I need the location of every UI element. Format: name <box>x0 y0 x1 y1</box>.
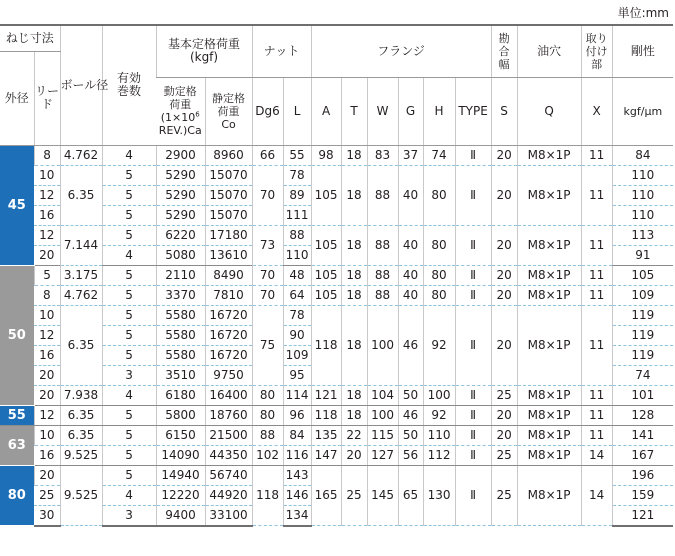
dynamic-load: 3510 <box>156 365 205 385</box>
nut-dg6: 80 <box>252 405 283 425</box>
lead: 20 <box>34 245 60 265</box>
table-row <box>0 405 673 425</box>
ball-dia: 7.938 <box>60 385 102 405</box>
static-load: 16400 <box>205 385 252 405</box>
flange-w: 88 <box>367 225 398 265</box>
lead: 10 <box>34 425 60 445</box>
nut-l: 95 <box>283 365 311 385</box>
flange-g: 40 <box>398 285 423 305</box>
lead: 8 <box>34 285 60 305</box>
header-dynamic-load: 動定格 荷重 ($1\times 10^6$ REV.)Ca <box>156 77 205 145</box>
flange-a: 105 <box>311 225 341 265</box>
flange-t: 18 <box>341 305 367 385</box>
flange-type: Ⅱ <box>455 225 491 265</box>
turns: 5 <box>102 325 156 345</box>
nut-l: 48 <box>283 265 311 285</box>
flange-g: 40 <box>398 265 423 285</box>
mount-x: 11 <box>581 265 612 285</box>
header-s: 勘 合 幅 <box>491 25 517 77</box>
nut-l: 89 <box>283 185 311 205</box>
nut-l: 84 <box>283 425 311 445</box>
table-row <box>0 225 673 245</box>
rigidity: 101 <box>612 385 673 405</box>
oil-hole-q: M8×1P <box>517 225 581 265</box>
lead: 12 <box>34 325 60 345</box>
turns: 3 <box>102 365 156 385</box>
nut-dg6: 66 <box>252 145 283 165</box>
width-s: 20 <box>491 405 517 425</box>
mount-x: 11 <box>581 305 612 385</box>
static-load: 18760 <box>205 405 252 425</box>
nut-dg6: 118 <box>252 465 283 526</box>
dynamic-load: 12220 <box>156 485 205 505</box>
width-s: 20 <box>491 165 517 225</box>
header-dg6: Dg6 <box>252 77 283 145</box>
flange-g: 37 <box>398 145 423 165</box>
flange-w: 145 <box>367 465 398 526</box>
turns: 5 <box>102 305 156 325</box>
flange-w: 100 <box>367 305 398 385</box>
flange-a: 105 <box>311 165 341 225</box>
static-load: 44350 <box>205 445 252 465</box>
rigidity: 196 <box>612 465 673 485</box>
lead: 20 <box>34 365 60 385</box>
flange-a: 165 <box>311 465 341 526</box>
header-x: 取り 付け 部 <box>581 25 612 77</box>
nut-l: 88 <box>283 225 311 245</box>
nut-l: 109 <box>283 345 311 365</box>
table-row <box>0 145 673 165</box>
lead: 12 <box>34 225 60 245</box>
nut-dg6: 70 <box>252 285 283 305</box>
header-w: W <box>367 77 398 145</box>
mount-x: 11 <box>581 145 612 165</box>
dynamic-load: 5080 <box>156 245 205 265</box>
table-row <box>0 265 673 285</box>
flange-w: 104 <box>367 385 398 405</box>
flange-a: 121 <box>311 385 341 405</box>
flange-type: Ⅱ <box>455 285 491 305</box>
turns: 4 <box>102 485 156 505</box>
dynamic-load: 5800 <box>156 405 205 425</box>
flange-h: 112 <box>423 445 455 465</box>
table-header <box>0 25 673 145</box>
rigidity: 110 <box>612 165 673 185</box>
lead: 10 <box>34 165 60 185</box>
header-oil: 油穴 <box>517 25 581 77</box>
header-rigidity: 剛性 <box>612 25 673 77</box>
dynamic-load: 5290 <box>156 185 205 205</box>
nut-l: 110 <box>283 245 311 265</box>
flange-type: Ⅱ <box>455 145 491 165</box>
header-nut: ナット <box>252 25 311 77</box>
ball-dia: 6.35 <box>60 305 102 385</box>
nut-dg6: 88 <box>252 425 283 445</box>
nut-dg6: 70 <box>252 265 283 285</box>
header-ball: ボール径 <box>60 25 102 145</box>
header-a: A <box>311 77 341 145</box>
dynamic-load: 3370 <box>156 285 205 305</box>
header-lead: リー ド <box>34 51 60 145</box>
static-load: 15070 <box>205 185 252 205</box>
static-load: 8960 <box>205 145 252 165</box>
width-s: 20 <box>491 425 517 445</box>
rigidity: 141 <box>612 425 673 445</box>
flange-type: Ⅱ <box>455 465 491 526</box>
width-s: 20 <box>491 265 517 285</box>
turns: 5 <box>102 405 156 425</box>
header-turns: 有効 巻数 <box>102 25 156 145</box>
flange-g: 50 <box>398 385 423 405</box>
width-s: 20 <box>491 225 517 265</box>
flange-type: Ⅱ <box>455 425 491 445</box>
flange-h: 92 <box>423 305 455 385</box>
turns: 5 <box>102 165 156 185</box>
static-load: 33100 <box>205 505 252 526</box>
header-s-sub: S <box>491 77 517 145</box>
lead: 16 <box>34 445 60 465</box>
rigidity: 109 <box>612 285 673 305</box>
flange-h: 130 <box>423 465 455 526</box>
dynamic-load: 2110 <box>156 265 205 285</box>
static-load: 21500 <box>205 425 252 445</box>
dynamic-load: 14940 <box>156 465 205 485</box>
rigidity: 91 <box>612 245 673 265</box>
flange-a: 135 <box>311 425 341 445</box>
width-s: 25 <box>491 465 517 526</box>
width-s: 20 <box>491 305 517 385</box>
flange-g: 40 <box>398 165 423 225</box>
static-load: 15070 <box>205 205 252 225</box>
flange-w: 100 <box>367 405 398 425</box>
flange-a: 118 <box>311 405 341 425</box>
header-h: H <box>423 77 455 145</box>
flange-g: 46 <box>398 405 423 425</box>
lead: 16 <box>34 345 60 365</box>
flange-g: 65 <box>398 465 423 526</box>
oil-hole-q: M8×1P <box>517 445 581 465</box>
flange-t: 18 <box>341 385 367 405</box>
header-l: L <box>283 77 311 145</box>
ball-screw-spec-table <box>0 24 673 527</box>
header-screw: ねじ寸法 <box>0 25 60 51</box>
nut-l: 64 <box>283 285 311 305</box>
flange-h: 110 <box>423 425 455 445</box>
dynamic-load: 6180 <box>156 385 205 405</box>
flange-type: Ⅱ <box>455 405 491 425</box>
flange-t: 18 <box>341 225 367 265</box>
outer-diameter-63: 63 <box>0 425 34 465</box>
flange-type: Ⅱ <box>455 445 491 465</box>
dynamic-load: 14090 <box>156 445 205 465</box>
table-row <box>0 445 673 465</box>
flange-t: 18 <box>341 165 367 225</box>
flange-h: 80 <box>423 265 455 285</box>
nut-dg6: 80 <box>252 385 283 405</box>
table-row <box>0 465 673 485</box>
flange-h: 74 <box>423 145 455 165</box>
flange-t: 18 <box>341 405 367 425</box>
oil-hole-q: M8×1P <box>517 285 581 305</box>
ball-dia: 9.525 <box>60 445 102 465</box>
lead: 10 <box>34 305 60 325</box>
oil-hole-q: M8×1P <box>517 305 581 385</box>
static-load: 16720 <box>205 305 252 325</box>
flange-a: 105 <box>311 265 341 285</box>
rigidity: 110 <box>612 205 673 225</box>
flange-t: 18 <box>341 285 367 305</box>
nut-l: 146 <box>283 485 311 505</box>
mount-x: 11 <box>581 165 612 225</box>
width-s: 20 <box>491 285 517 305</box>
dynamic-load: 6220 <box>156 225 205 245</box>
rigidity: 128 <box>612 405 673 425</box>
lead: 12 <box>34 405 60 425</box>
flange-g: 40 <box>398 225 423 265</box>
nut-l: 55 <box>283 145 311 165</box>
rigidity: 113 <box>612 225 673 245</box>
header-q: Q <box>517 77 581 145</box>
mount-x: 11 <box>581 425 612 445</box>
flange-a: 105 <box>311 285 341 305</box>
flange-t: 18 <box>341 265 367 285</box>
static-load: 16720 <box>205 325 252 345</box>
outer-diameter-55: 55 <box>0 405 34 425</box>
nut-dg6: 70 <box>252 165 283 225</box>
nut-dg6: 73 <box>252 225 283 265</box>
flange-w: 88 <box>367 265 398 285</box>
dynamic-load: 5580 <box>156 305 205 325</box>
ball-dia: 6.35 <box>60 405 102 425</box>
table-row <box>0 285 673 305</box>
dynamic-load: 6150 <box>156 425 205 445</box>
static-load: 16720 <box>205 345 252 365</box>
header-flange: フランジ <box>311 25 491 77</box>
static-load: 44920 <box>205 485 252 505</box>
turns: 5 <box>102 425 156 445</box>
turns: 5 <box>102 465 156 485</box>
lead: 20 <box>34 465 60 485</box>
static-load: 7810 <box>205 285 252 305</box>
rigidity: 119 <box>612 345 673 365</box>
lead: 8 <box>34 145 60 165</box>
ball-dia: 9.525 <box>60 465 102 526</box>
flange-g: 50 <box>398 425 423 445</box>
dynamic-load: 2900 <box>156 145 205 165</box>
header-rigidity-unit: kgf/μm <box>612 77 673 145</box>
header-static-load: 静定格 荷重 Co <box>205 77 252 145</box>
mount-x: 11 <box>581 405 612 425</box>
nut-l: 96 <box>283 405 311 425</box>
static-load: 15070 <box>205 165 252 185</box>
static-load: 56740 <box>205 465 252 485</box>
dynamic-load: 5580 <box>156 345 205 365</box>
static-load: 9750 <box>205 365 252 385</box>
flange-h: 80 <box>423 225 455 265</box>
flange-t: 18 <box>341 145 367 165</box>
nut-l: 90 <box>283 325 311 345</box>
header-od: 外径 <box>0 51 34 145</box>
flange-a: 98 <box>311 145 341 165</box>
nut-l: 78 <box>283 305 311 325</box>
rigidity: 121 <box>612 505 673 526</box>
rigidity: 105 <box>612 265 673 285</box>
header-x-sub: X <box>581 77 612 145</box>
outer-diameter-50: 50 <box>0 265 34 405</box>
turns: 5 <box>102 225 156 245</box>
turns: 5 <box>102 185 156 205</box>
turns: 5 <box>102 445 156 465</box>
dynamic-load: 5290 <box>156 165 205 185</box>
mount-x: 11 <box>581 285 612 305</box>
static-load: 13610 <box>205 245 252 265</box>
oil-hole-q: M8×1P <box>517 405 581 425</box>
width-s: 25 <box>491 445 517 465</box>
mount-x: 14 <box>581 465 612 526</box>
flange-w: 115 <box>367 425 398 445</box>
mount-x: 11 <box>581 225 612 265</box>
flange-g: 46 <box>398 305 423 385</box>
dynamic-load: 5580 <box>156 325 205 345</box>
flange-type: Ⅱ <box>455 265 491 285</box>
rigidity: 119 <box>612 305 673 325</box>
flange-t: 25 <box>341 465 367 526</box>
nut-l: 143 <box>283 465 311 485</box>
nut-dg6: 75 <box>252 305 283 385</box>
rigidity: 159 <box>612 485 673 505</box>
ball-dia: 4.762 <box>60 285 102 305</box>
turns: 3 <box>102 505 156 526</box>
mount-x: 14 <box>581 445 612 465</box>
unit-label: 単位:mm <box>617 6 669 20</box>
outer-diameter-80: 80 <box>0 465 34 526</box>
outer-diameter-45: 45 <box>0 145 34 265</box>
rigidity: 119 <box>612 325 673 345</box>
table-row <box>0 425 673 445</box>
nut-dg6: 102 <box>252 445 283 465</box>
width-s: 20 <box>491 145 517 165</box>
oil-hole-q: M8×1P <box>517 265 581 285</box>
flange-a: 147 <box>311 445 341 465</box>
nut-l: 114 <box>283 385 311 405</box>
flange-type: Ⅱ <box>455 385 491 405</box>
width-s: 25 <box>491 385 517 405</box>
rigidity: 84 <box>612 145 673 165</box>
nut-l: 78 <box>283 165 311 185</box>
flange-w: 127 <box>367 445 398 465</box>
lead: 16 <box>34 205 60 225</box>
flange-t: 22 <box>341 425 367 445</box>
turns: 5 <box>102 345 156 365</box>
flange-t: 20 <box>341 445 367 465</box>
static-load: 17180 <box>205 225 252 245</box>
ball-dia: 7.144 <box>60 225 102 265</box>
turns: 4 <box>102 145 156 165</box>
turns: 4 <box>102 385 156 405</box>
lead: 25 <box>34 485 60 505</box>
static-load: 8490 <box>205 265 252 285</box>
flange-h: 80 <box>423 165 455 225</box>
nut-l: 134 <box>283 505 311 526</box>
ball-dia: 6.35 <box>60 425 102 445</box>
flange-h: 100 <box>423 385 455 405</box>
rigidity: 167 <box>612 445 673 465</box>
dynamic-load: 9400 <box>156 505 205 526</box>
table-row <box>0 165 673 185</box>
nut-l: 116 <box>283 445 311 465</box>
table-row <box>0 305 673 325</box>
header-load: 基本定格荷重 (kgf) <box>156 25 252 77</box>
rigidity: 74 <box>612 365 673 385</box>
table-row <box>0 385 673 405</box>
lead: 30 <box>34 505 60 526</box>
lead: 12 <box>34 185 60 205</box>
flange-a: 118 <box>311 305 341 385</box>
mount-x: 11 <box>581 385 612 405</box>
turns: 5 <box>102 205 156 225</box>
header-type: TYPE <box>455 77 491 145</box>
table-body <box>0 145 673 526</box>
turns: 4 <box>102 245 156 265</box>
header-t: T <box>341 77 367 145</box>
header-g: G <box>398 77 423 145</box>
turns: 5 <box>102 285 156 305</box>
flange-type: Ⅱ <box>455 165 491 225</box>
flange-type: Ⅱ <box>455 305 491 385</box>
oil-hole-q: M8×1P <box>517 385 581 405</box>
ball-dia: 3.175 <box>60 265 102 285</box>
flange-w: 88 <box>367 285 398 305</box>
flange-w: 83 <box>367 145 398 165</box>
oil-hole-q: M8×1P <box>517 145 581 165</box>
flange-h: 92 <box>423 405 455 425</box>
flange-g: 56 <box>398 445 423 465</box>
turns: 5 <box>102 265 156 285</box>
lead: 20 <box>34 385 60 405</box>
ball-dia: 6.35 <box>60 165 102 225</box>
flange-w: 88 <box>367 165 398 225</box>
oil-hole-q: M8×1P <box>517 165 581 225</box>
flange-h: 80 <box>423 285 455 305</box>
nut-l: 111 <box>283 205 311 225</box>
ball-dia: 4.762 <box>60 145 102 165</box>
lead: 5 <box>34 265 60 285</box>
rigidity: 110 <box>612 185 673 205</box>
dynamic-load: 5290 <box>156 205 205 225</box>
oil-hole-q: M8×1P <box>517 425 581 445</box>
oil-hole-q: M8×1P <box>517 465 581 526</box>
